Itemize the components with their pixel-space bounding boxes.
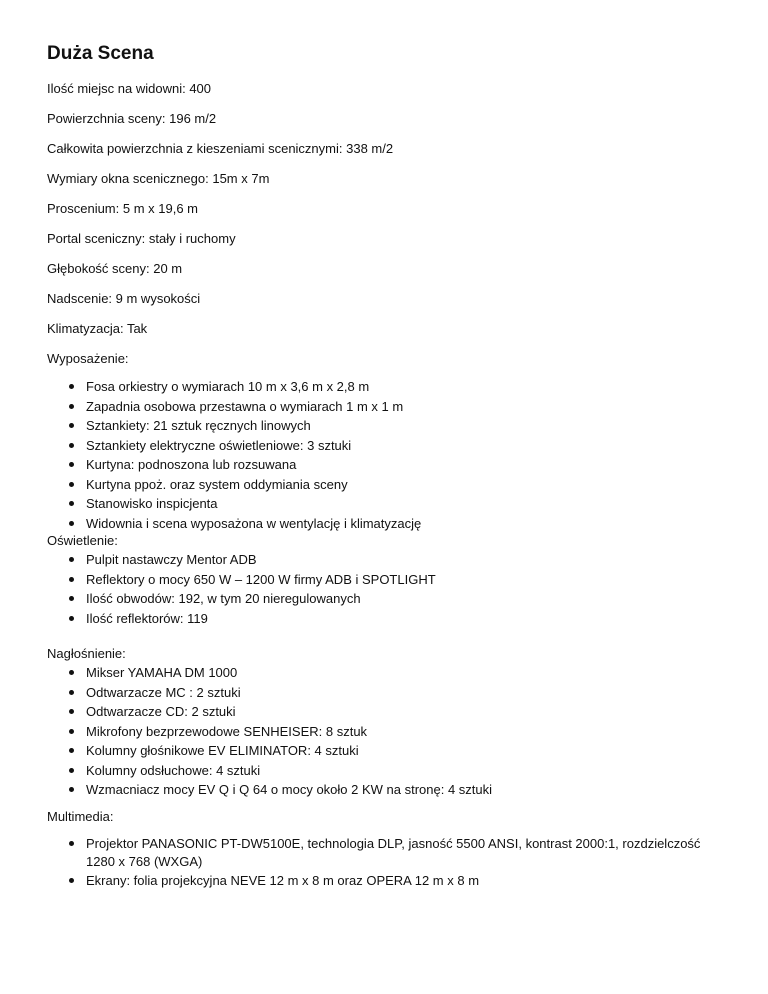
spec-portal: Portal sceniczny: stały i ruchomy (47, 231, 236, 246)
spec-air-conditioning: Klimatyzacja: Tak (47, 321, 148, 336)
list-item: Sztankiety: 21 sztuk ręcznych linowych (47, 416, 421, 436)
list-item: Ilość obwodów: 192, w tym 20 nieregulowanych (47, 589, 436, 609)
list-item: Kurtyna ppoż. oraz system oddymiania sceny (47, 475, 421, 495)
spec-stage-depth: Głębokość sceny: 20 m (47, 261, 183, 276)
list-item: Zapadnia osobowa przestawna o wymiarach 1 m x 1 m (47, 397, 421, 417)
list-item: Odtwarzacze MC : 2 sztuki (47, 683, 492, 703)
list-item: Kolumny głośnikowe EV ELIMINATOR: 4 sztuki (47, 741, 492, 761)
list-item: Mikrofony bezprzewodowe SENHEISER: 8 sztuk (47, 722, 492, 742)
multimedia-list (47, 835, 726, 891)
section-heading-lighting: Oświetlenie: (47, 533, 118, 548)
page-title: Duża Scena (47, 43, 154, 64)
spec-total-area: Całkowita powierzchnia z kieszeniami scenicznymi: 338 m/2 (47, 141, 394, 156)
list-item: Stanowisko inspicjenta (47, 494, 421, 514)
list-item: Fosa orkiestry o wymiarach 10 m x 3,6 m x 2,8 m (47, 377, 421, 397)
equipment-list (47, 377, 421, 533)
spec-proscenium: Proscenium: 5 m x 19,6 m (47, 201, 198, 216)
list-item: Projektor PANASONIC PT-DW5100E, technologia DLP, jasność 5500 ANSI, kontrast 2000:1, rozdzielczość 1280 x 768 (WXGA) (47, 835, 726, 871)
list-item: Kolumny odsłuchowe: 4 sztuki (47, 761, 492, 781)
list-item: Mikser YAMAHA DM 1000 (47, 663, 492, 683)
list-item: Odtwarzacze CD: 2 sztuki (47, 702, 492, 722)
list-item: Reflektory o mocy 650 W – 1200 W firmy ADB i SPOTLIGHT (47, 570, 436, 590)
spec-audience-seats: Ilość miejsc na widowni: 400 (47, 81, 212, 96)
spec-stage-area: Powierzchnia sceny: 196 m/2 (47, 111, 217, 126)
sound-list (47, 663, 492, 800)
list-item: Ekrany: folia projekcyjna NEVE 12 m x 8 m oraz OPERA 12 m x 8 m (47, 871, 726, 891)
list-item: Ilość reflektorów: 119 (47, 609, 436, 629)
spec-fly-tower: Nadscenie: 9 m wysokości (47, 291, 201, 306)
section-heading-sound: Nagłośnienie: (47, 646, 126, 661)
spec-stage-opening: Wymiary okna scenicznego: 15m x 7m (47, 171, 270, 186)
list-item: Wzmacniacz mocy EV Q i Q 64 o mocy około 2 KW na stronę: 4 sztuki (47, 780, 492, 800)
list-item: Widownia i scena wyposażona w wentylację i klimatyzację (47, 514, 421, 534)
section-heading-equipment: Wyposażenie: (47, 351, 129, 366)
lighting-list (47, 550, 436, 628)
section-heading-multimedia: Multimedia: (47, 809, 114, 824)
list-item: Pulpit nastawczy Mentor ADB (47, 550, 436, 570)
list-item: Sztankiety elektryczne oświetleniowe: 3 sztuki (47, 436, 421, 456)
list-item: Kurtyna: podnoszona lub rozsuwana (47, 455, 421, 475)
